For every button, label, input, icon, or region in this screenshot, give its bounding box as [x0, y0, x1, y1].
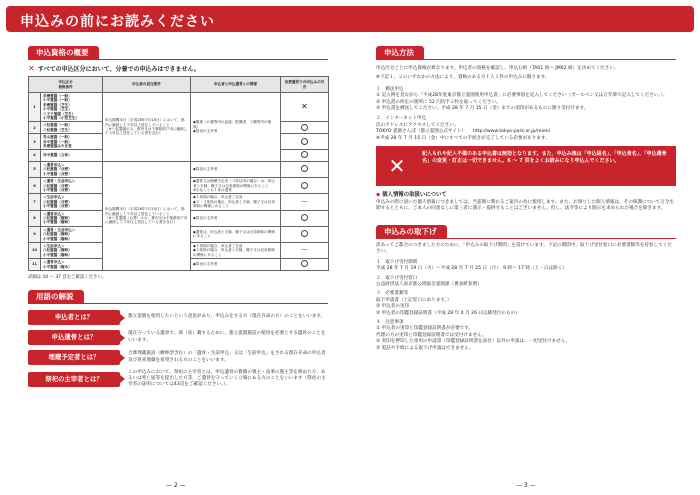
- row-number: 3: [29, 134, 41, 150]
- term-item: [28, 370, 328, 389]
- allowed-icon: [281, 226, 329, 242]
- list-item: TOKYO 霊園さんぽ（都立霊園公式サイト） http://www.tokyo-park.or.jp/reien/: [376, 129, 551, 135]
- mail-title: １ 郵送申込: [376, 86, 404, 92]
- withdraw-period: 平成 28 年 7 月 19 日（火）～平成 28 年 7 月 25 日（月） 9 時～ 17 時（土・日は除く）: [376, 266, 567, 272]
- cemetery-types: 谷中霊園（立体）: [41, 150, 103, 161]
- not-allowed-icon: ✕: [281, 93, 329, 122]
- residence-requirement: 申込期間末日（平成28年7月15日）において、都内に継続して５年以上居住していること （※八柱霊園のみ、都内又は千葉県松戸市に継続して５年以上居住している者を含む）: [103, 93, 191, 162]
- withdraw-notes-title: ４ 注意事項: [376, 319, 404, 325]
- cross-icon: ✕: [377, 147, 417, 185]
- section-eligibility-header: [28, 46, 328, 60]
- relation-requirement: ◆祭祀の主宰者: [191, 210, 281, 226]
- eligibility-warning: [28, 64, 328, 73]
- section-title: 申込資格の概要: [28, 46, 99, 60]
- term-label: 祭祀の主宰者とは？: [28, 372, 120, 387]
- list-item: ② 申込者の実印: [376, 304, 410, 310]
- cemetery-types: ＜遺骨・生前申込＞ 八柱霊園（樹林） 小平霊園（樹林）: [41, 226, 103, 242]
- row-number: 11: [29, 259, 41, 271]
- list-item: ※平成 28 年 7 月 15 日（金）中にすべての手続きが完了している必要があります。: [376, 135, 550, 141]
- withdraw-notes: [376, 326, 676, 352]
- withdraw-window-title: ２ 取下げ受付窓口: [376, 275, 418, 281]
- page-title: 申込みの前にお読みください: [20, 14, 215, 30]
- withdraw-docs: [376, 298, 676, 317]
- privacy-heading: ◆ 個人情報の取扱いについて: [376, 192, 447, 199]
- list-item: 代理の方の実印と印鑑登録証明書では受付けません。: [376, 332, 487, 338]
- mail-steps: [376, 93, 676, 112]
- cross-icon: ✕: [28, 64, 35, 73]
- list-item: ③ 申込者の印鑑登録証明書（平成 28 年 4 月 26 日以降発行のもの）: [376, 310, 520, 316]
- header-type: 申込区分 資格条件: [29, 77, 103, 93]
- header-banner: [6, 6, 694, 32]
- relation-requirement: ◆１体指の場合、申込者ご自身 ◆２体指の場合、申込者と夫婦、親子又は兄弟姉妹の関係にあること: [191, 242, 281, 258]
- withdraw-window: 公益財団法人東京都公園協会霊園課（裏表紙参照）: [376, 281, 482, 287]
- section-withdraw-header: [376, 225, 676, 239]
- allowed-icon: [281, 122, 329, 134]
- right-page: [376, 46, 676, 352]
- list-item: ② 申込書の所定の箇所に 52 円切手２枚を貼ってください。: [376, 99, 501, 105]
- not-applicable-icon: —: [281, 194, 329, 210]
- term-description: この申込みにおいて、祭祀の主宰者とは、申込遺骨の費備の喪主・法事の施主等を務めた方、あるいは死亡届等を提出した方等、ご遺骨を守っていく立場にある方のことをいいます（祭祀の主宰者の証明については43頁をご確認ください。）。: [128, 370, 326, 388]
- cemetery-types: 八柱霊園（一般） 八柱霊園（芝生）: [41, 122, 103, 134]
- header-residence: 申込者の居住要件: [103, 77, 191, 93]
- cemetery-types: ＜遺骨申込＞ 八柱霊園（合葬） 小平霊園（合葬）: [41, 161, 103, 177]
- list-item: ① 申込者の実印と印鑑登録証明書が必要です。: [376, 326, 474, 332]
- row-number: 4: [29, 150, 41, 161]
- term-description: 現在守っている遺骨で、庫（収）蔵するために、都立霊園施設の使用を必要とする遺骨のことをいいます。: [128, 331, 326, 343]
- allowed-icon: [281, 161, 329, 177]
- section-title: 用語の解説: [28, 290, 84, 304]
- page-number-left: — 2 —: [166, 482, 186, 489]
- terms-list: [28, 310, 328, 389]
- table-header-row: [29, 77, 329, 93]
- term-item: [28, 350, 328, 365]
- row-number: 10: [29, 242, 41, 258]
- list-item: 取下申請書（上記窓口にあります。）: [376, 297, 452, 303]
- allowed-icon: [281, 134, 329, 150]
- list-item: 次のアドレスにアクセスしてください。: [376, 122, 459, 128]
- allowed-icon: [281, 259, 329, 271]
- term-item: [28, 310, 328, 325]
- cemetery-types: ＜生前申込＞ 八柱霊園（樹林） 小平霊園（樹林）: [41, 242, 103, 258]
- cemetery-types: ＜遺骨申込＞ 小平霊園（樹木）: [41, 259, 103, 271]
- row-number: 5: [29, 161, 41, 177]
- internet-steps: [376, 123, 676, 142]
- relation-requirement: ◆祭祀の主宰者: [191, 259, 281, 271]
- relation-requirement: ◆祭祀の主宰者: [191, 161, 281, 177]
- section-terms-header: [28, 290, 328, 304]
- table-row: [29, 161, 329, 177]
- list-item: ① 記入例を見ながら「平成28年度東京都立霊園使用申込書」に必要事項を記入してください（ボールペン又は万年筆で記入してください。）。: [376, 93, 668, 99]
- withdraw-intro: 訳あってご都合のつきました方のために、「申込みの取下げ期間」を設けています。下記の期間中、取下げ受付窓口に必要書類等を持参してください。: [376, 242, 672, 255]
- list-item: ② 実印を押印した専用の申請書（印鑑登録証明書を添付）以外の申請は、一切受付けません。: [376, 339, 571, 345]
- relation-requirement: ◆１体指の場合、申込者ご自身 ◆２・３体指の場合、申込者と夫婦、親子又は兄弟姉妹の関係にあること: [191, 194, 281, 210]
- allowed-icon: [281, 150, 329, 161]
- residence-requirement: 申込期間末日（平成28年7月15日）において、都内に継続して５年以上居住していること （※八柱霊園（合葬）のみ、都内又は千葉県松戸市に継続して３年以上居住している者を含む）: [103, 161, 191, 270]
- section-title: 申込方法: [376, 46, 424, 60]
- row-number: 7: [29, 194, 41, 210]
- term-label: 申込遺骨とは？: [28, 330, 120, 345]
- warning-text: すべての申込区分において、分養での申込みはできません。: [37, 66, 200, 73]
- internet-title: ２ インターネット申込: [376, 116, 427, 122]
- method-intro: 申込区分ごとに申込資格が異なります。申込者の資格を確認し、申込む組（TA01 組～ JM02 組）を決めてください。: [376, 66, 619, 71]
- term-label: 申込者とは？: [28, 310, 120, 325]
- row-number: 8: [29, 210, 41, 226]
- term-label: 埋蔵予定者とは？: [28, 350, 120, 365]
- relation-requirement: ◆遺骨又は埋蔵予定者（３体以内の場合）は、申込者と夫婦、親子又は兄弟姉妹の関係にあること ※少なくとも１体は遺骨: [191, 178, 281, 194]
- list-item: ③ 電話や手紙による取下げ申請はできません。: [376, 345, 474, 351]
- method-notice: ※下記１、２のいずれかの方法により、資格のある方１人１件の申込みに限ります。: [376, 75, 550, 81]
- eligibility-table: [28, 76, 329, 271]
- cemetery-types: ＜遺骨・生前申込＞ 八柱霊園（合葬） 小平霊園（合葬）: [41, 178, 103, 194]
- term-description: 合葬埋蔵施設（樹林型含む）の「遺骨・生前申込」又は「生前申込」をされる現在存命の申込者及び将来埋蔵を希望される方のことをいいます。: [128, 351, 326, 363]
- header-reburial: 改葬遺骨での申込みの可否: [281, 77, 329, 93]
- privacy-text: 申込みの際に頂いた個人情報につきましては、当霊園に関わるご案内の為に使用します。また、お預りした個人情報は、その保護について万全を期するとともに、ご本人の同意なしに第三者に開示・提供することはございません。但し、法令等により開示を求められた場合を除きます。: [376, 200, 675, 212]
- allowed-icon: [281, 210, 329, 226]
- term-item: [28, 330, 328, 345]
- relation-requirement: ◆遺骨は、申込者と夫婦、親子又は兄弟姉妹の関係にあること: [191, 226, 281, 242]
- term-description: 都立霊園を使用したいという意思があり、申込みをする方（現在存命の方）のことをいいます。: [128, 314, 326, 320]
- withdraw-period-title: １ 取下げ受付期間: [376, 259, 418, 265]
- table-row: [29, 93, 329, 122]
- row-number: 1: [29, 93, 41, 122]
- section-title: 申込みの取下げ: [376, 225, 447, 239]
- row-number: 9: [29, 226, 41, 242]
- not-applicable-icon: —: [281, 242, 329, 258]
- cemetery-types: 多磨霊園（一般） 小平霊園（一般） 多磨霊園（芝生） 小平霊園（芝生） 八王子霊園（芝生） 小平霊園（小型芝生）: [41, 93, 103, 122]
- left-page: [28, 46, 328, 394]
- invalid-warning-text: 記入もれや記入不備のある申込書は無効となります。また、申込み後は「申込組名」、「申込者名」、「申込遺骨名」の変更・訂正は一切できません。6 ～ 7 頁をよくお読みになり申込んでください。: [417, 147, 675, 185]
- cemetery-types: 青山霊園（一般） 谷中霊園（一般） 多磨霊園みたま堂: [41, 134, 103, 150]
- cemetery-types: ＜遺骨申込＞ 八柱霊園（樹林） 小平霊園（樹林）: [41, 210, 103, 226]
- cemetery-types: ＜生前申込＞ 八柱霊園（合葬） 小平霊園（合葬）: [41, 194, 103, 210]
- diamond-icon: ◆: [376, 192, 381, 199]
- withdraw-docs-title: ３ 必要書類等: [376, 291, 409, 297]
- page-number-right: — 3 —: [516, 482, 536, 489]
- table-note: 詳細は 10 ～ 37 頁をご確認ください。: [28, 275, 107, 280]
- list-item: ③ 申込書を郵送してください。平成 28 年 7 月 15 日（金）までの消印があるものに限り受付けます。: [376, 106, 589, 112]
- invalid-warning-box: [376, 146, 676, 186]
- relation-requirement: ◆親族（６親等内の血族、配偶者、３親等内の姻族） ◆祭祀の主宰者: [191, 93, 281, 162]
- section-method-header: [376, 46, 676, 60]
- header-relation: 申込者と申込遺骨との関係: [191, 77, 281, 93]
- row-number: 6: [29, 178, 41, 194]
- row-number: 2: [29, 122, 41, 134]
- allowed-icon: [281, 178, 329, 194]
